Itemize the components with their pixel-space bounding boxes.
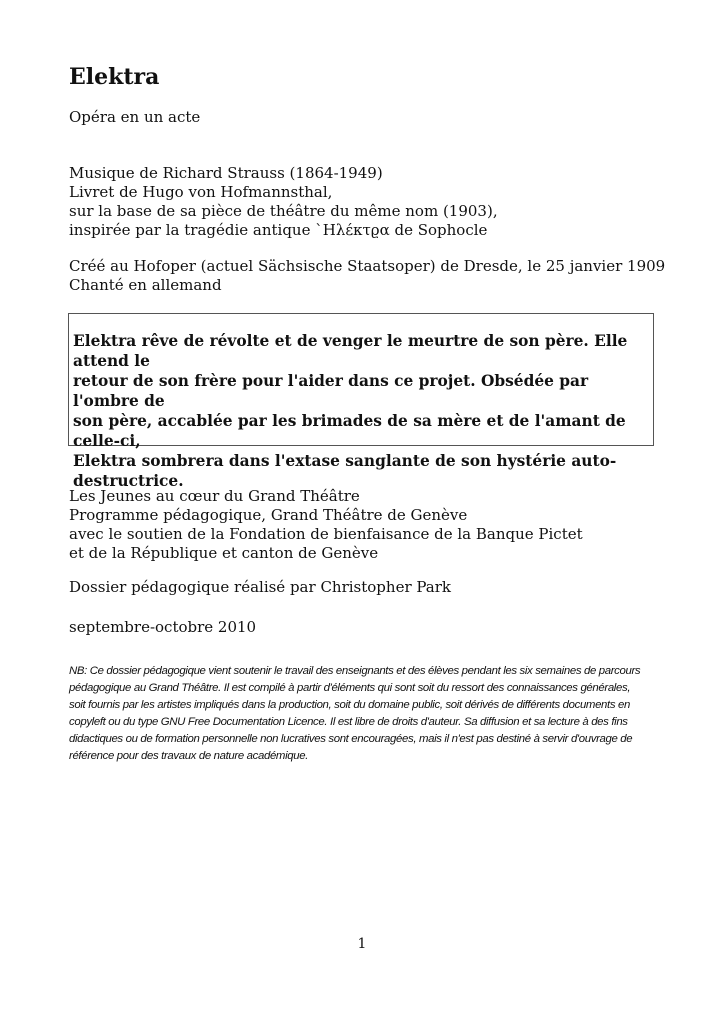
summary-text [73,331,649,491]
document-subtitle: Opéra en un acte [69,108,201,126]
page-number: 1 [357,936,367,952]
credits-line: inspirée par la tragédie antique ˋΗλέκτϱα de Sophocle [69,221,488,239]
nb-line: didactiques ou de formation personnelle non lucratives sont encouragées, mais il n'est pas destiné à servir d'ouvrage de [69,733,633,745]
premiere-line: Chanté en allemand [69,276,222,294]
program-line: avec le soutien de la Fondation de bienfaisance de la Banque Pictet [69,525,583,543]
credits-line: Musique de Richard Strauss (1864-1949) [69,164,383,182]
nb-line: référence pour des travaux de nature académique. [69,750,309,762]
summary-box [68,313,654,490]
summary-line: destructrice. [73,472,184,490]
summary-line: son père, accablée par les brimades de sa mère et de l'amant de celle-ci, [73,412,626,450]
nb-line: copyleft ou du type GNU Free Documentation Licence. Il est libre de droits d'auteur. Sa diffusion et sa lecture à des fins [69,716,628,728]
program-block [69,487,583,563]
premiere-line: Créé au Hofoper (actuel Sächsische Staatsoper) de Dresde, le 25 janvier 1909 [69,257,666,275]
document-title: Elektra [69,64,160,90]
program-line: et de la République et canton de Genève [69,544,379,562]
credits-line: Livret de Hugo von Hofmannsthal, [69,183,333,201]
summary-line: Elektra rêve de révolte et de venger le meurtre de son père. Elle attend le [73,332,628,370]
nb-disclaimer [69,663,659,765]
summary-line: Elektra sombrera dans l'extase sanglante de son hystérie auto- [73,452,617,470]
date-line: septembre-octobre 2010 [69,618,257,636]
program-line: Programme pédagogique, Grand Théâtre de Genève [69,506,468,524]
premiere-block [69,257,665,295]
nb-line: NB: Ce dossier pédagogique vient soutenir le travail des enseignants et des élèves pendant les six semaines de parcours [69,665,641,677]
nb-line: pédagogique au Grand Théâtre. Il est compilé à partir d'éléments qui sont soit du ressort des connaissances générales, [69,682,631,694]
nb-line: soit fournis par les artistes impliqués dans la production, soit du domaine public, soit dérivés de différents documents en [69,699,630,711]
summary-line: retour de son frère pour l'aider dans ce projet. Obsédée par l'ombre de [73,372,589,410]
program-line: Les Jeunes au cœur du Grand Théâtre [69,487,360,505]
author-line: Dossier pédagogique réalisé par Christopher Park [69,578,452,596]
credits-block [69,164,498,240]
credits-line: sur la base de sa pièce de théâtre du même nom (1903), [69,202,498,220]
